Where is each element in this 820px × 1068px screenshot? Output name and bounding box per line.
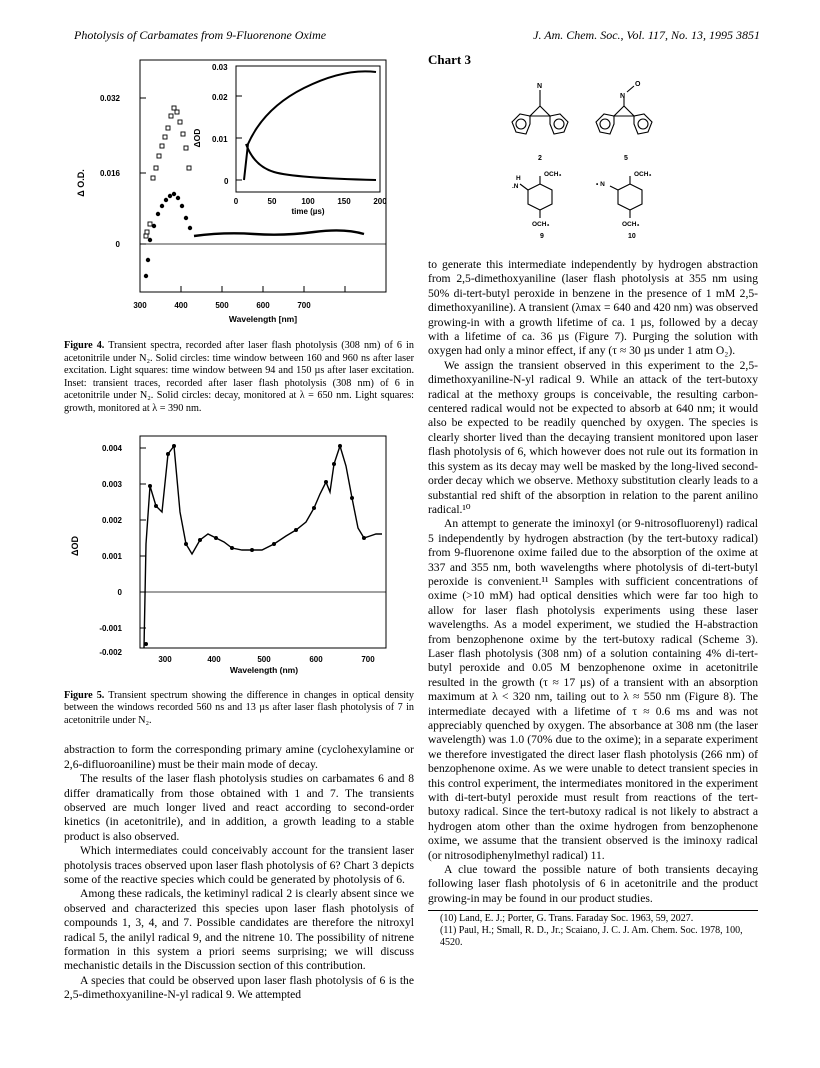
figure-5-caption-text: Transient spectrum showing the difference in changes in optical density between the windows recorded 560 ns and 13 µs after laser flash photolysis of 7 in acetonitrile under N₂. bbox=[64, 689, 414, 726]
paragraph: to generate this intermediate independently by hydrogen abstraction from 2,5-dimethoxyaniline (laser flash photolysis at 355 nm using 50% di-tert-butyl peroxide in benzene in the presence of 1 mM 2,5-dimethoxyaniline). A transient (λmax = 640 and 420 nm) was observed growing-in with a growth lifetime of ca. 1 µs, followed by a decay with a lifetime of ca. 36 µs (Figure 7). Purging the solution with oxygen had only a minor effect, if any (τ ≈ 30 µs under 1 atm O₂). bbox=[428, 258, 758, 358]
paragraph: We assign the transient observed in this experiment to the 2,5-dimethoxyaniline-N-yl radical 9. While an attack of the tert-butoxy radical at the methoxy groups is conceivable, the resulting carbon-centered radical would not be expected to absorb at 640 nm; it would also be expected to be readily quenched by oxygen. The species is clearly shorter lived than the decaying transient monitored upon laser flash photolysis of 6, which however does not rule out its formation in this system as its decay may well be masked by the long-lived second-order decay which we observe. Methoxy substitution clearly leads to a substantial red shift of the absorption in relation to the parent anilino radical.¹⁰ bbox=[428, 358, 758, 516]
svg-text:N: N bbox=[537, 83, 543, 90]
svg-text:• N: • N bbox=[596, 181, 605, 188]
left-column bbox=[64, 48, 414, 1003]
paragraph: Which intermediates could conceivably account for the transient laser photolysis traces observed upon laser flash photolysis of 6? Chart 3 depicts some of the reactive species which could be generated by photolysis of 6. bbox=[64, 844, 414, 886]
chart3-substituent: OCH₃ bbox=[634, 171, 652, 178]
structure-10 bbox=[610, 176, 642, 218]
fig4-ytick: 0.032 bbox=[99, 94, 120, 103]
fig4-ylabel: Δ O.D. bbox=[76, 169, 86, 197]
structure-2 bbox=[512, 90, 568, 134]
fig5-xtick: 400 bbox=[207, 654, 221, 664]
fig5-xtick: 300 bbox=[158, 654, 172, 664]
fig5-ytick: 0.003 bbox=[101, 479, 122, 489]
chart-3-title: Chart 3 bbox=[428, 52, 471, 67]
paragraph: A species that could be observed upon laser flash photolysis of 6 is the 2,5-dimethoxyaniline-N-yl radical 9. We attempted bbox=[64, 973, 414, 1002]
fig5-xtick: 500 bbox=[257, 654, 271, 664]
footnote: (10) Land, E. J.; Porter, G. Trans. Faraday Soc. 1963, 59, 2027. bbox=[440, 913, 694, 925]
fig5-ytick: 0 bbox=[117, 587, 122, 597]
fig5-xlabel: Wavelength (nm) bbox=[229, 664, 299, 675]
running-header-journal: J. Am. Chem. Soc., Vol. 117, No. 13, 1995 3851 bbox=[533, 28, 760, 42]
footnotes bbox=[428, 910, 758, 949]
running-header-title: Photolysis of Carbamates from 9-Fluorenone Oxime bbox=[74, 28, 327, 42]
fig4-inset-ytick: 0.02 bbox=[212, 93, 228, 102]
footnote: (11) Paul, H.; Small, R. D., Jr.; Scaiano, J. C. J. Am. Chem. Soc. 1978, 100, 4520. bbox=[440, 925, 743, 949]
fig5-ytick: -0.002 bbox=[99, 647, 122, 657]
fig4-xtick: 400 bbox=[174, 301, 188, 310]
figure-5-caption-label: Figure 5. bbox=[64, 689, 105, 701]
fig4-inset-xlabel: time (µs) bbox=[291, 207, 325, 216]
paragraph: The results of the laser flash photolysis studies on carbamates 6 and 8 differ dramatically from those obtained with 1 and 7. The transients observed are much longer lived and react according to second-order kinetics (in acetonitrile), and in addition, a growth leading to a stable product is also observed. bbox=[64, 772, 414, 843]
fig5-ytick: 0.002 bbox=[101, 515, 122, 525]
chart3-substituent: OCH₃ bbox=[532, 221, 550, 228]
fig4-xtick: 300 bbox=[133, 301, 147, 310]
right-column bbox=[428, 48, 758, 949]
chart3-substituent: OCH₃ bbox=[622, 221, 640, 228]
fig4-inset bbox=[192, 63, 387, 216]
fig5-xtick: 700 bbox=[361, 654, 375, 664]
fig4-xlabel: Wavelength [nm] bbox=[228, 314, 298, 324]
fig4-xtick: 700 bbox=[297, 301, 311, 310]
fig5-xtick: 600 bbox=[309, 654, 323, 664]
figure-4-plot bbox=[64, 48, 414, 338]
paragraph: Among these radicals, the ketiminyl radical 2 is clearly absent since we observed and characterized this species upon laser flash photolysis of compounds 1, 3, 4, and 7. Possible candidates are therefore the nitroxyl radical 5, the anilyl radical 9, and the nitrene 10. The possibility of nitrene formation in this system a priori seems surprising; we will discuss mechanistic details in the Discussion section of this contribution. bbox=[64, 887, 414, 973]
chart3-substituent: OCH₃ bbox=[544, 171, 562, 178]
fig4-xtick: 600 bbox=[256, 301, 270, 310]
figure-4-caption-text: Transient spectra, recorded after laser flash photolysis (308 nm) of 6 in acetonitrile under N₂. Solid circles: time window between 160 and 960 ns after laser excitation. Light squares: time window between 94 and 150 µs after laser excitation. Inset: transient traces, recorded after laser flash photolysis (308 nm) of 6 in acetonitrile under N₂. Solid circles: decay, monitored at λ = 650 nm. Light squares: growth, monitored at λ = 390 nm. bbox=[64, 340, 414, 414]
paragraph: abstraction to form the corresponding primary amine (cyclohexylamine or 2,6-difluoroaniline) must be their main mode of decay. bbox=[64, 743, 414, 771]
fig4-circles-series bbox=[144, 192, 192, 278]
fig5-spectrum-line bbox=[144, 446, 382, 648]
structure-9 bbox=[520, 176, 552, 218]
svg-text:H: H bbox=[516, 175, 521, 182]
figure-5-caption bbox=[64, 690, 414, 728]
fig4-xtick: 500 bbox=[215, 301, 229, 310]
chart3-label: 5 bbox=[624, 155, 628, 162]
chart-3-structures bbox=[428, 68, 758, 248]
svg-text:.N: .N bbox=[512, 183, 519, 190]
fig4-inset-ytick: 0.03 bbox=[212, 63, 228, 72]
fig5-ytick: 0.004 bbox=[101, 443, 122, 453]
fig4-inset-ylabel: ΔOD bbox=[192, 128, 202, 148]
fig4-inset-xtick: 100 bbox=[301, 197, 315, 206]
fig4-ytick: 0 bbox=[115, 240, 120, 249]
paragraph: An attempt to generate the iminoxyl (or 9-nitrosofluorenyl) radical 5 independently by hydrogen abstraction (by the tert-butoxy radical) from 9-fluorenone oxime failed due to the absorption of the oxime at 337 and 355 nm, both wavelengths where photolysis of di-tert-butyl peroxide is convenient.¹¹ Samples with sufficient concentrations of oxime (>10 mM) had optical densities which were far too high to allow for laser flash photolysis experiments using these laser wavelengths. As a model experiment, we studied the H-abstraction from benzophenone oxime by the tert-butoxy radical (Scheme 3). Laser flash photolysis (308 nm) of a solution containing 4% di-tert-butyl peroxide and 0.05 M benzophenone oxime in acetonitrile resulted in the growth (τ ≈ 17 µs) of a transient with an absorption maximum at λ < 320 nm, tailing out to λ ≈ 550 nm (Figure 8). The intermediate decayed with a lifetime of τ ≈ 0.6 ms and was not appreciably quenched by oxygen. The absorbance at 308 nm (the laser wavelength) was 1.0 (70% due to the oxime); in a separate experiment we therefore investigated the direct laser flash photolysis (266 nm) of benzophenone oxime. As we were unable to detect transient species in this control experiment, the intermediates monitored in the experiment with di-tert-butyl peroxide must result from reactions of the tert-butoxy radical. Since the tert-butoxy radical is not likely to abstract a hydrogen atom other than the oxime hydrogen from benzophenone oxime, we assume that the transient observed is the iminoxy radical (or nitrosodiphenylmethyl radical) 11. bbox=[428, 517, 758, 862]
svg-text:O: O bbox=[635, 81, 641, 88]
fig4-ytick: 0.016 bbox=[99, 169, 120, 178]
fig5-ytick: -0.001 bbox=[99, 623, 122, 633]
fig5-ytick: 0.001 bbox=[101, 551, 122, 561]
figure-4-caption-label: Figure 4. bbox=[64, 340, 105, 351]
left-body-text bbox=[64, 743, 414, 1002]
fig4-inset-ytick: 0.01 bbox=[212, 135, 228, 144]
chart3-label: 10 bbox=[628, 233, 636, 240]
fig4-inset-xtick: 50 bbox=[267, 197, 277, 206]
fig4-inset-xtick: 150 bbox=[337, 197, 351, 206]
paragraph: A clue toward the possible nature of both transients decaying following laser flash photolysis of 6 in acetonitrile and the product growing-in may be found in our product studies. bbox=[428, 863, 758, 905]
fig4-inset-xtick: 200 bbox=[373, 197, 387, 206]
fig4-inset-xtick: 0 bbox=[233, 197, 239, 206]
figure-5-plot bbox=[64, 426, 414, 686]
figure-4-caption bbox=[64, 340, 414, 416]
right-body-text bbox=[428, 258, 758, 906]
chart3-label: 2 bbox=[538, 155, 542, 162]
fig5-ylabel: ΔOD bbox=[70, 535, 80, 556]
chart3-label: 9 bbox=[540, 233, 544, 240]
fig4-inset-ytick: 0 bbox=[224, 177, 229, 186]
svg-text:N: N bbox=[620, 93, 626, 100]
